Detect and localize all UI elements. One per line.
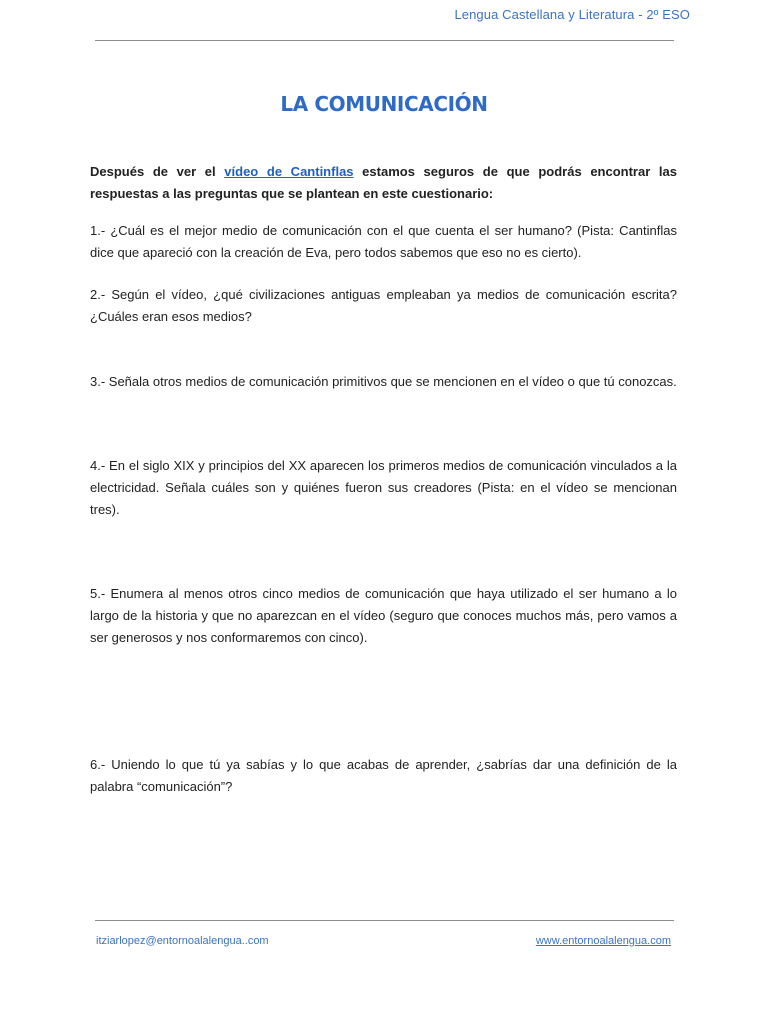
video-link[interactable]: vídeo de Cantinflas <box>224 164 354 179</box>
footer-divider <box>95 920 674 921</box>
intro-text-after: estamos seguros de que podrás encontrar las respuestas a las preguntas que se plantean en este cuestionario: <box>90 164 677 201</box>
footer-website-link[interactable]: www.entornoalalengua.com <box>535 935 671 947</box>
question-3: 3.- Señala otros medios de comunicación primitivos que se mencionen en el vídeo o que tú conozcas. <box>90 374 677 389</box>
footer-email[interactable]: itziarlopez@entornoalalengua..com <box>96 935 269 947</box>
header-divider <box>95 40 674 41</box>
page-title: LA COMUNICACIÓN <box>280 92 488 116</box>
header-subject: Lengua Castellana y Literatura - 2º ESO <box>454 7 690 22</box>
intro-text-before: Después de ver el <box>90 164 225 179</box>
intro-paragraph <box>90 161 677 205</box>
question-5: 5.- Enumera al menos otros cinco medios de comunicación que haya utilizado el ser humano a lo largo de la historia y que no aparezcan en el vídeo (seguro que conoces muchos más, pero vamos a ser generosos y nos conformaremos con cinco). <box>90 586 677 645</box>
question-6: 6.- Uniendo lo que tú ya sabías y lo que acabas de aprender, ¿sabrías dar una definición de la palabra “comunicación”? <box>90 757 677 794</box>
question-4: 4.- En el siglo XIX y principios del XX aparecen los primeros medios de comunicación vinculados a la electricidad. Señala cuáles son y quiénes fueron sus creadores (Pista: en el vídeo se mencionan tres). <box>90 458 677 517</box>
question-2: 2.- Según el vídeo, ¿qué civilizaciones antiguas empleaban ya medios de comunicación escrita? ¿Cuáles eran esos medios? <box>90 287 677 324</box>
question-1: 1.- ¿Cuál es el mejor medio de comunicación con el que cuenta el ser humano? (Pista: Cantinflas dice que apareció con la creación de Eva, pero todos sabemos que eso no es cierto). <box>90 223 677 260</box>
